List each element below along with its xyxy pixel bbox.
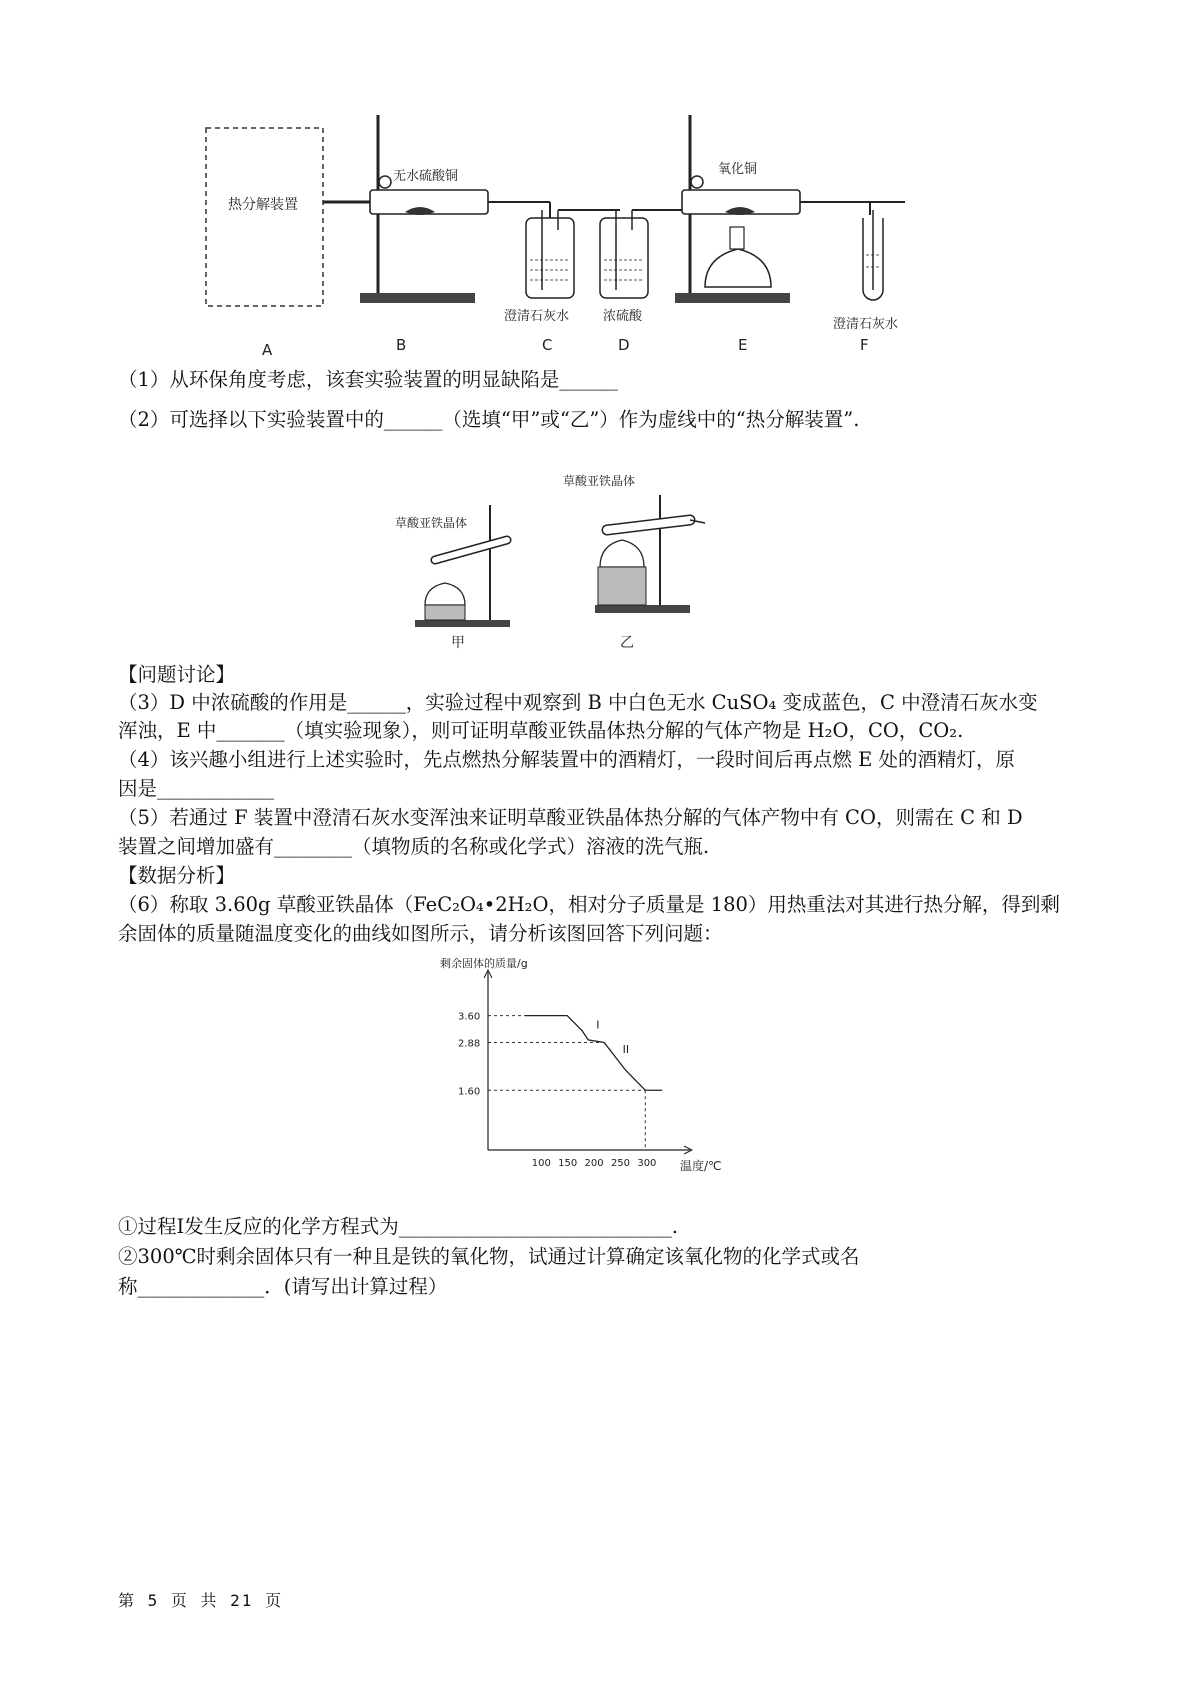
question-3-line-1: （3）D 中浓硫酸的作用是______，实验过程中观察到 B 中白色无水 CuSO₄ 变成蓝色，C 中澄清石灰水变 bbox=[118, 691, 1038, 714]
anhydrous-cuso4-label: 无水硫酸铜 bbox=[393, 169, 459, 184]
question-3-line-2: 浑浊，E 中_______（填实验现象），则可证明草酸亚铁晶体热分解的气体产物是 H₂O，CO，CO₂. bbox=[118, 719, 964, 742]
label-c: C bbox=[542, 336, 553, 354]
limewater-f-label: 澄清石灰水 bbox=[833, 317, 899, 332]
x-tick-label: 150 bbox=[558, 1158, 578, 1169]
y-tick-label: 1.60 bbox=[458, 1086, 481, 1098]
page-footer: 第 5 页 共 21 页 bbox=[118, 1591, 284, 1610]
apparatus-b bbox=[360, 115, 550, 303]
sub-question-2-line-1: ②300℃时剩余固体只有一种且是铁的氧化物，试通过计算确定该氧化物的化学式或名 bbox=[118, 1245, 860, 1268]
apparatus-f bbox=[863, 210, 883, 300]
y-tick-label: 3.60 bbox=[458, 1011, 481, 1023]
x-tick-label: 200 bbox=[584, 1158, 604, 1169]
copper-oxide-label: 氧化铜 bbox=[718, 162, 758, 177]
label-a: A bbox=[262, 341, 273, 359]
label-f: F bbox=[860, 336, 869, 354]
label-yi: 乙 bbox=[620, 635, 634, 651]
stage-label-1: I bbox=[596, 1018, 600, 1032]
box-label: 热分解装置 bbox=[228, 197, 298, 213]
question-5-line-2: 装置之间增加盛有________（填物质的名称或化学式）溶液的洗气瓶. bbox=[118, 835, 710, 858]
chart-xlabel: 温度/℃ bbox=[680, 1159, 722, 1173]
label-d: D bbox=[618, 336, 630, 354]
apparatus-figure bbox=[200, 115, 920, 360]
crystal-label-left: 草酸亚铁晶体 bbox=[395, 516, 468, 530]
label-jia: 甲 bbox=[451, 635, 465, 651]
question-6-line-2: 余固体的质量随温度变化的曲线如图所示，请分析该图回答下列问题： bbox=[118, 922, 723, 945]
y-tick-label: 2.88 bbox=[458, 1038, 481, 1050]
question-5-line-1: （5）若通过 F 装置中澄清石灰水变浑浊来证明草酸亚铁晶体热分解的气体产物中有 CO，则需在 C 和 D bbox=[118, 806, 1023, 829]
mass-temperature-chart bbox=[440, 955, 722, 1185]
mass-curve bbox=[525, 1016, 662, 1091]
label-b: B bbox=[396, 336, 407, 354]
x-tick-label: 300 bbox=[637, 1158, 657, 1169]
chart-ylabel: 剩余固体的质量/g bbox=[440, 957, 528, 970]
question-2: （2）可选择以下实验装置中的______（选填“甲”或“乙”）作为虚线中的“热分解装置”. bbox=[118, 408, 860, 431]
question-4-line-2: 因是____________ bbox=[118, 777, 275, 800]
question-4-line-1: （4）该兴趣小组进行上述实验时，先点燃热分解装置中的酒精灯，一段时间后再点燃 E 处的酒精灯，原 bbox=[118, 748, 1016, 771]
question-6-line-1: （6）称取 3.60g 草酸亚铁晶体（FeC₂O₄•2H₂O，相对分子质量是 180）用热重法对其进行热分解，得到剩 bbox=[118, 893, 1060, 916]
x-tick-label: 250 bbox=[610, 1158, 631, 1169]
sub-question-1: ①过程Ⅰ发生反应的化学方程式为____________________________. bbox=[118, 1215, 678, 1238]
question-1: （1）从环保角度考虑，该套实验装置的明显缺陷是______ bbox=[118, 368, 618, 391]
setup-yi bbox=[595, 495, 705, 613]
limewater-c-label: 澄清石灰水 bbox=[504, 309, 570, 324]
x-tick-label: 100 bbox=[531, 1158, 551, 1169]
thermal-decomposition-box bbox=[206, 128, 323, 306]
sulfuric-acid-label: 浓硫酸 bbox=[603, 309, 643, 324]
section-discussion: 【问题讨论】 bbox=[118, 663, 236, 686]
apparatus-d bbox=[600, 202, 696, 298]
stage-label-2: II bbox=[622, 1042, 630, 1056]
sub-question-2-line-2: 称_____________．(请写出计算过程） bbox=[118, 1275, 448, 1298]
label-e: E bbox=[738, 336, 748, 354]
crystal-label-right: 草酸亚铁晶体 bbox=[563, 474, 636, 488]
section-data-analysis: 【数据分析】 bbox=[118, 864, 236, 887]
heating-setups-figure bbox=[395, 474, 735, 653]
